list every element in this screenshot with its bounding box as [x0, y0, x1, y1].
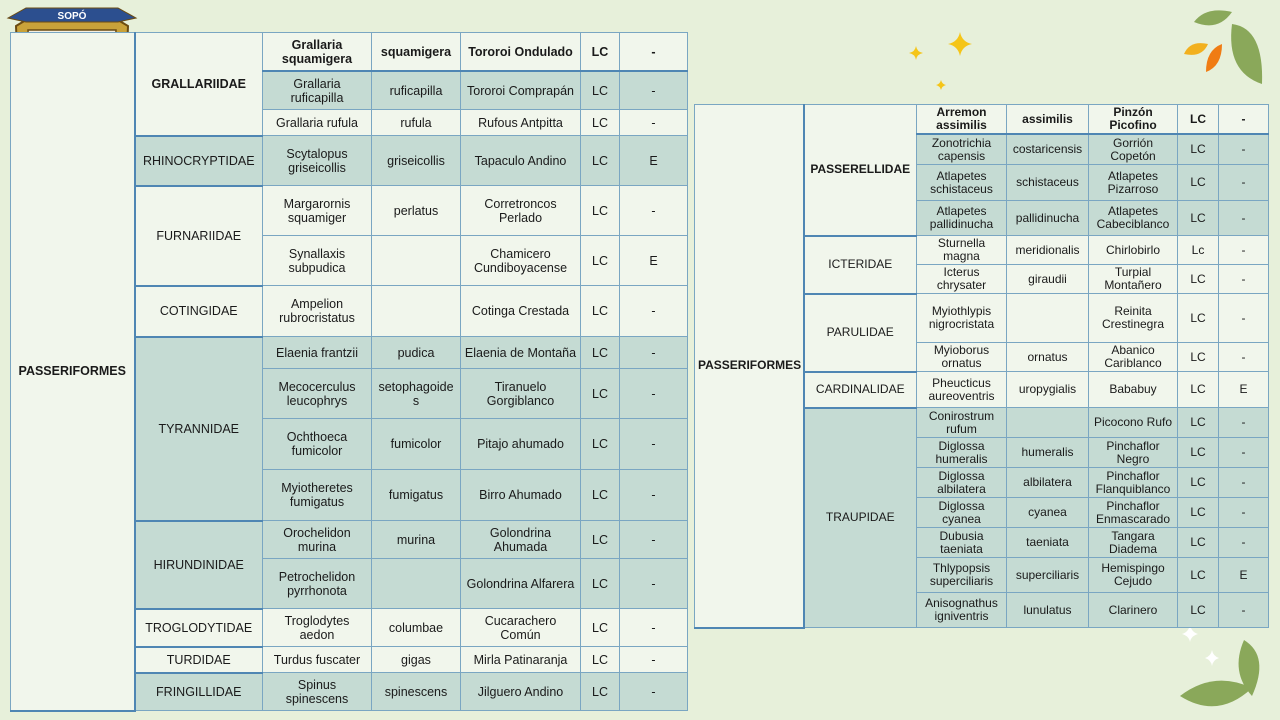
common-name-cell: Cotinga Crestada	[461, 286, 581, 337]
common-name-cell: Tapaculo Andino	[461, 136, 581, 186]
subspecies-cell: costaricensis	[1007, 134, 1089, 165]
header-subspecies-cell: squamigera	[372, 33, 461, 72]
scientific-name-cell: Diglossa humeralis	[917, 438, 1007, 468]
scientific-name-cell: Atlapetes schistaceus	[917, 165, 1007, 201]
subspecies-cell: murina	[372, 521, 461, 559]
subspecies-cell: spinescens	[372, 673, 461, 711]
subspecies-cell: taeniata	[1007, 528, 1089, 558]
status-cell: LC	[581, 236, 620, 286]
header-status-cell: LC	[1178, 105, 1219, 135]
status-cell: LC	[581, 369, 620, 419]
subspecies-cell	[1007, 408, 1089, 438]
endemism-cell: -	[1219, 201, 1269, 236]
status-cell: Lc	[1178, 236, 1219, 265]
endemism-cell: -	[1219, 165, 1269, 201]
common-name-cell: Pitajo ahumado	[461, 419, 581, 470]
status-cell: LC	[1178, 498, 1219, 528]
common-name-cell: Tororoi Comprapán	[461, 71, 581, 110]
subspecies-cell: fumigatus	[372, 470, 461, 521]
endemism-cell: E	[620, 136, 688, 186]
header-common-name-cell: Tororoi Ondulado	[461, 33, 581, 72]
endemism-cell: -	[1219, 438, 1269, 468]
header-status-cell: LC	[581, 33, 620, 72]
status-cell: LC	[1178, 593, 1219, 628]
scientific-name-cell: Mecocerculus leucophrys	[263, 369, 372, 419]
common-name-cell: Tangara Diadema	[1089, 528, 1178, 558]
scientific-name-cell: Atlapetes pallidinucha	[917, 201, 1007, 236]
subspecies-cell	[1007, 294, 1089, 343]
status-cell: LC	[581, 521, 620, 559]
scientific-name-cell: Thlypopsis superciliaris	[917, 558, 1007, 593]
common-name-cell: Clarinero	[1089, 593, 1178, 628]
endemism-cell: -	[620, 559, 688, 609]
scientific-name-cell: Petrochelidon pyrrhonota	[263, 559, 372, 609]
subspecies-cell: fumicolor	[372, 419, 461, 470]
subspecies-cell: schistaceus	[1007, 165, 1089, 201]
common-name-cell: Tiranuelo Gorgiblanco	[461, 369, 581, 419]
scientific-name-cell: Zonotrichia capensis	[917, 134, 1007, 165]
common-name-cell: Corretroncos Perlado	[461, 186, 581, 236]
subspecies-cell: setophagoide s	[372, 369, 461, 419]
status-cell: LC	[1178, 134, 1219, 165]
status-cell: LC	[581, 470, 620, 521]
common-name-cell: Jilguero Andino	[461, 673, 581, 711]
left-species-table	[10, 32, 688, 712]
common-name-cell: Atlapetes Pizarroso	[1089, 165, 1178, 201]
endemism-cell: E	[1219, 372, 1269, 408]
subspecies-cell: ruficapilla	[372, 71, 461, 110]
subspecies-cell: humeralis	[1007, 438, 1089, 468]
endemism-cell: -	[1219, 265, 1269, 294]
common-name-cell: Gorrión Copetón	[1089, 134, 1178, 165]
family-cell: TRAUPIDAE	[804, 408, 917, 628]
status-cell: LC	[1178, 438, 1219, 468]
scientific-name-cell: Pheucticus aureoventris	[917, 372, 1007, 408]
subspecies-cell: giraudii	[1007, 265, 1089, 294]
endemism-cell: -	[620, 609, 688, 647]
order-cell: PASSERIFORMES	[695, 105, 804, 628]
scientific-name-cell: Myiotheretes fumigatus	[263, 470, 372, 521]
endemism-cell: -	[620, 337, 688, 369]
common-name-cell: Hemispingo Cejudo	[1089, 558, 1178, 593]
status-cell: LC	[581, 286, 620, 337]
status-cell: LC	[581, 71, 620, 110]
common-name-cell: Turpial Montañero	[1089, 265, 1178, 294]
subspecies-cell: cyanea	[1007, 498, 1089, 528]
scientific-name-cell: Synallaxis subpudica	[263, 236, 372, 286]
family-cell: TROGLODYTIDAE	[135, 609, 263, 647]
subspecies-cell	[372, 286, 461, 337]
scientific-name-cell: Grallaria ruficapilla	[263, 71, 372, 110]
endemism-cell: -	[1219, 408, 1269, 438]
scientific-name-cell: Ampelion rubrocristatus	[263, 286, 372, 337]
left-table-body	[11, 33, 688, 711]
endemism-cell: -	[1219, 294, 1269, 343]
endemism-cell: -	[620, 286, 688, 337]
endemism-cell: -	[1219, 236, 1269, 265]
status-cell: LC	[1178, 294, 1219, 343]
family-cell: TURDIDAE	[135, 647, 263, 673]
status-cell: LC	[1178, 468, 1219, 498]
scientific-name-cell: Sturnella magna	[917, 236, 1007, 265]
subspecies-cell: ornatus	[1007, 343, 1089, 372]
header-endemism-cell: -	[620, 33, 688, 72]
family-cell: FURNARIIDAE	[135, 186, 263, 286]
scientific-name-cell: Ochthoeca fumicolor	[263, 419, 372, 470]
header-subspecies-cell: assimilis	[1007, 105, 1089, 135]
endemism-cell: -	[620, 186, 688, 236]
common-name-cell: Golondrina Ahumada	[461, 521, 581, 559]
common-name-cell: Picocono Rufo	[1089, 408, 1178, 438]
family-cell: ICTERIDAE	[804, 236, 917, 294]
endemism-cell: -	[620, 673, 688, 711]
status-cell: LC	[581, 136, 620, 186]
subspecies-cell: griseicollis	[372, 136, 461, 186]
table-header-row	[11, 33, 688, 72]
endemism-cell: -	[620, 369, 688, 419]
common-name-cell: Pinchaflor Flanquiblanco	[1089, 468, 1178, 498]
common-name-cell: Elaenia de Montaña	[461, 337, 581, 369]
scientific-name-cell: Margarornis squamiger	[263, 186, 372, 236]
common-name-cell: Chirlobirlo	[1089, 236, 1178, 265]
subspecies-cell: rufula	[372, 110, 461, 136]
subspecies-cell: perlatus	[372, 186, 461, 236]
leaves-decoration-icon	[1176, 6, 1272, 92]
family-cell: PARULIDAE	[804, 294, 917, 372]
endemism-cell: -	[620, 71, 688, 110]
family-cell: HIRUNDINIDAE	[135, 521, 263, 609]
common-name-cell: Atlapetes Cabeciblanco	[1089, 201, 1178, 236]
scientific-name-cell: Grallaria rufula	[263, 110, 372, 136]
crest-banner-text: SOPÓ	[57, 11, 87, 22]
order-cell: PASSERIFORMES	[11, 33, 135, 711]
common-name-cell: Pinchaflor Enmascarado	[1089, 498, 1178, 528]
family-cell: FRINGILLIDAE	[135, 673, 263, 711]
subspecies-cell: lunulatus	[1007, 593, 1089, 628]
header-scientific-name-cell: Grallaria squamigera	[263, 33, 372, 72]
common-name-cell: Abanico Cariblanco	[1089, 343, 1178, 372]
subspecies-cell: gigas	[372, 647, 461, 673]
endemism-cell: -	[620, 419, 688, 470]
common-name-cell: Chamicero Cundiboyacense	[461, 236, 581, 286]
scientific-name-cell: Spinus spinescens	[263, 673, 372, 711]
endemism-cell: -	[620, 647, 688, 673]
endemism-cell: -	[1219, 528, 1269, 558]
scientific-name-cell: Myioborus ornatus	[917, 343, 1007, 372]
family-cell: PASSERELLIDAE	[804, 105, 917, 236]
common-name-cell: Rufous Antpitta	[461, 110, 581, 136]
endemism-cell: -	[620, 470, 688, 521]
endemism-cell: E	[1219, 558, 1269, 593]
scientific-name-cell: Diglossa albilatera	[917, 468, 1007, 498]
subspecies-cell	[372, 559, 461, 609]
status-cell: LC	[581, 419, 620, 470]
scientific-name-cell: Dubusia taeniata	[917, 528, 1007, 558]
common-name-cell: Bababuy	[1089, 372, 1178, 408]
status-cell: LC	[581, 110, 620, 136]
subspecies-cell: albilatera	[1007, 468, 1089, 498]
family-cell: COTINGIDAE	[135, 286, 263, 337]
leaves-decoration-icon	[1178, 636, 1278, 716]
status-cell: LC	[1178, 265, 1219, 294]
status-cell: LC	[581, 559, 620, 609]
scientific-name-cell: Orochelidon murina	[263, 521, 372, 559]
scientific-name-cell: Myiothlypis nigrocristata	[917, 294, 1007, 343]
status-cell: LC	[1178, 201, 1219, 236]
subspecies-cell: superciliaris	[1007, 558, 1089, 593]
subspecies-cell: columbae	[372, 609, 461, 647]
endemism-cell: -	[1219, 593, 1269, 628]
family-cell: RHINOCRYPTIDAE	[135, 136, 263, 186]
common-name-cell: Mirla Patinaranja	[461, 647, 581, 673]
endemism-cell: E	[620, 236, 688, 286]
scientific-name-cell: Anisognathus igniventris	[917, 593, 1007, 628]
scientific-name-cell: Troglodytes aedon	[263, 609, 372, 647]
sparkle-stars-icon	[900, 28, 980, 98]
header-endemism-cell: -	[1219, 105, 1269, 135]
family-cell: CARDINALIDAE	[804, 372, 917, 408]
common-name-cell: Pinchaflor Negro	[1089, 438, 1178, 468]
status-cell: LC	[1178, 408, 1219, 438]
status-cell: LC	[1178, 528, 1219, 558]
subspecies-cell: uropygialis	[1007, 372, 1089, 408]
status-cell: LC	[581, 337, 620, 369]
status-cell: LC	[1178, 165, 1219, 201]
scientific-name-cell: Turdus fuscater	[263, 647, 372, 673]
header-common-name-cell: Pinzón Picofino	[1089, 105, 1178, 135]
endemism-cell: -	[620, 110, 688, 136]
subspecies-cell: pallidinucha	[1007, 201, 1089, 236]
scientific-name-cell: Diglossa cyanea	[917, 498, 1007, 528]
scientific-name-cell: Icterus chrysater	[917, 265, 1007, 294]
subspecies-cell: pudica	[372, 337, 461, 369]
subspecies-cell	[372, 236, 461, 286]
endemism-cell: -	[1219, 498, 1269, 528]
table-header-row	[695, 105, 1269, 135]
status-cell: LC	[581, 673, 620, 711]
status-cell: LC	[1178, 372, 1219, 408]
right-table-body	[695, 105, 1269, 628]
common-name-cell: Golondrina Alfarera	[461, 559, 581, 609]
scientific-name-cell: Conirostrum rufum	[917, 408, 1007, 438]
endemism-cell: -	[620, 521, 688, 559]
status-cell: LC	[581, 609, 620, 647]
header-scientific-name-cell: Arremon assimilis	[917, 105, 1007, 135]
status-cell: LC	[1178, 343, 1219, 372]
endemism-cell: -	[1219, 343, 1269, 372]
family-cell: TYRANNIDAE	[135, 337, 263, 521]
common-name-cell: Cucarachero Común	[461, 609, 581, 647]
endemism-cell: -	[1219, 134, 1269, 165]
endemism-cell: -	[1219, 468, 1269, 498]
common-name-cell: Birro Ahumado	[461, 470, 581, 521]
status-cell: LC	[1178, 558, 1219, 593]
status-cell: LC	[581, 647, 620, 673]
common-name-cell: Reinita Crestinegra	[1089, 294, 1178, 343]
scientific-name-cell: Elaenia frantzii	[263, 337, 372, 369]
subspecies-cell: meridionalis	[1007, 236, 1089, 265]
status-cell: LC	[581, 186, 620, 236]
right-species-table	[694, 104, 1269, 629]
family-cell: GRALLARIIDAE	[135, 33, 263, 136]
scientific-name-cell: Scytalopus griseicollis	[263, 136, 372, 186]
